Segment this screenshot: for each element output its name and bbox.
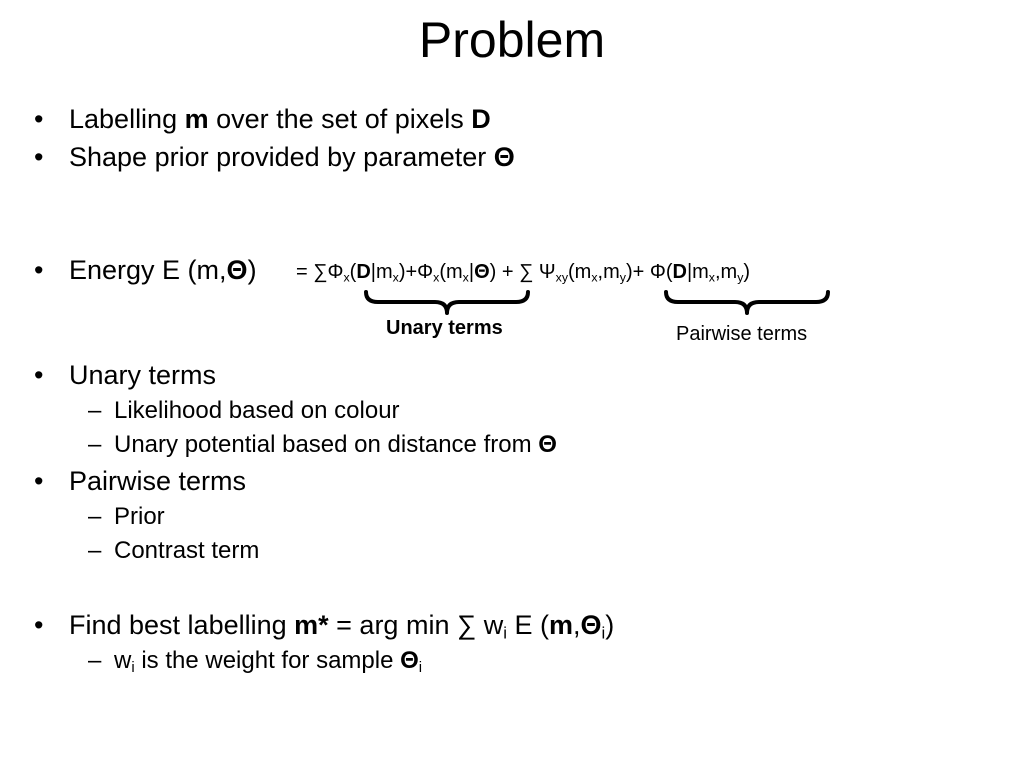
bullet-text: Labelling m over the set of pixels D [69,104,491,134]
bullet-marker: • [34,610,44,640]
pairwise-brace [664,290,830,316]
subbullet-text: Contrast term [114,537,260,564]
subbullet-text: Unary potential based on distance from Θ [114,431,557,458]
bullet-text: Shape prior provided by parameter Θ [69,142,515,172]
dash-marker: – [88,503,102,530]
unary-brace [364,290,530,316]
dash-marker: – [88,431,102,458]
dash-marker: – [88,397,102,424]
dash-marker: – [88,647,102,674]
bullet-marker: • [34,466,44,496]
unary-terms-caption: Unary terms [386,317,503,339]
pairwise-terms-caption: Pairwise terms [676,323,808,345]
bullet-text: Pairwise terms [69,466,247,496]
bullet-text: Unary terms [69,360,217,390]
subbullet-text: Prior [114,503,165,530]
bullet-text: Find best labelling m* = arg min ∑ $w_i$ E $(m,\Theta_i)$ [69,610,615,643]
energy-equation: = $\sum\Phi_x(D|m_x)+\Phi_x(m_x|\Theta)$ + ∑ $\Psi_{xy}(m_x,m_y)+ \Phi(D|m_x,m_y)$ [296,261,751,285]
slide-title: Problem [418,12,606,68]
subbullet-text: Likelihood based on colour [114,397,400,424]
bullet-marker: • [34,255,44,285]
dash-marker: – [88,537,102,564]
subbullet-text: $w_i$ is the weight for sample $\Theta_i$ [114,647,423,677]
bullet-marker: • [34,360,44,390]
bullet-marker: • [34,142,44,172]
bullet-marker: • [34,104,44,134]
bullet-text: Energy E (m,Θ) [69,255,257,285]
